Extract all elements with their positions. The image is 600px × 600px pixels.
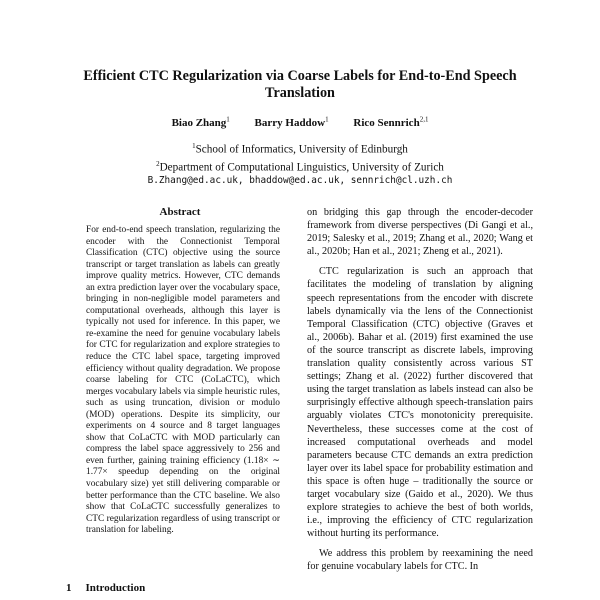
author	[255, 117, 329, 129]
author-affil-mark: 2,1	[419, 115, 429, 123]
paper-title: Efficient CTC Regularization via Coarse Labels for End-to-End Speech Translation	[83, 68, 517, 101]
affiliations	[60, 139, 540, 188]
author-name: Biao Zhang	[171, 116, 227, 129]
affiliation-line	[60, 139, 540, 157]
author-name: Barry Haddow	[254, 116, 326, 129]
author-list	[60, 115, 540, 129]
affil-text: School of Informatics, University of Edinburgh	[195, 143, 408, 156]
author-affil-mark: 1	[325, 115, 329, 123]
author-emails: B.Zhang@ed.ac.uk, bhaddow@ed.ac.uk, sennrich@cl.uzh.ch	[147, 175, 453, 187]
intro-paragraph: on bridging this gap through the encoder-decoder framework from diverse perspectives (Di Gangi et al., 2019; Salesky et al., 2019; Zhang et al., 2020; Wang et al., 2020b; Han et al., 2021; Zheng et al., 2021).	[307, 207, 533, 258]
affiliation-line	[60, 157, 540, 175]
affil-mark: 1	[192, 142, 196, 150]
author-affil-mark: 1	[226, 115, 230, 123]
section-number: 1	[66, 582, 72, 594]
section-heading-introduction	[66, 582, 145, 594]
affil-text: Department of Computational Linguistics, University of Zurich	[159, 161, 444, 174]
section-title: Introduction	[85, 582, 146, 594]
intro-paragraph: CTC regularization is such an approach that facilitates the modeling of translation by aligning speech representations from the encoder with discrete labels dynamically via the lens of the Connectionist Temporal Classification (CTC) objective (Graves et al., 2006b). Bahar et al. (2019) first examined the use of the source transcript as discrete labels, improving translation quality consistently across various ST settings; Zhang et al. (2022) further discovered that using the target translation as labels instead can also be surprisingly effective although speech-translation pairs arguably violates CTC's monotonicity prerequisite. Nevertheless, these successes come at the cost of increased computational overheads and model parameters because CTC demands an extra prediction layer over its label space for probability estimation and this space is often huge – traditionally the source or target vocabulary size (Gaido et al., 2020). We thus explore strategies to achieve the best of both worlds, i.e., improving the efficiency of CTC regularization without hurting its performance.	[307, 266, 533, 540]
abstract-text: For end-to-end speech translation, regularizing the encoder with the Connectionist Temporal Classification (CTC) objective using the source transcript or target translation as labels can greatly improve quality metrics. However, CTC demands an extra prediction layer over the vocabulary space, bringing in non-negligible model parameters and computational overheads, although this layer is typically not used for inference. In this paper, we re-examine the need for genuine vocabulary labels for CTC for regularization and explore strategies to reduce the CTC label space, targeting improved efficiency without quality degradation. We propose coarse labeling for CTC (CoLaCTC), which merges vocabulary labels via simple heuristic rules, such as using truncation, division or modulo (MOD) operations. Despite its simplicity, our experiments on 4 source and 8 target languages show that CoLaCTC with MOD particularly can compress the label space aggressively to 256 and even further, gaining training efficiency (1.18× ∼ 1.77× speedup depending on the original vocabulary size) yet still delivering comparable or better performance than the CTC baseline. We also show that CoLaCTC successfully generalizes to CTC regularization regardless of using transcript or translation for labeling.	[86, 225, 280, 536]
author	[172, 117, 230, 129]
abstract-heading: Abstract	[159, 206, 201, 218]
affil-mark: 2	[156, 159, 160, 168]
author-name: Rico Sennrich	[353, 116, 420, 129]
author	[353, 117, 428, 129]
intro-paragraph: We address this problem by reexamining the need for genuine vocabulary labels for CTC. In	[307, 548, 533, 573]
right-column	[307, 206, 533, 574]
